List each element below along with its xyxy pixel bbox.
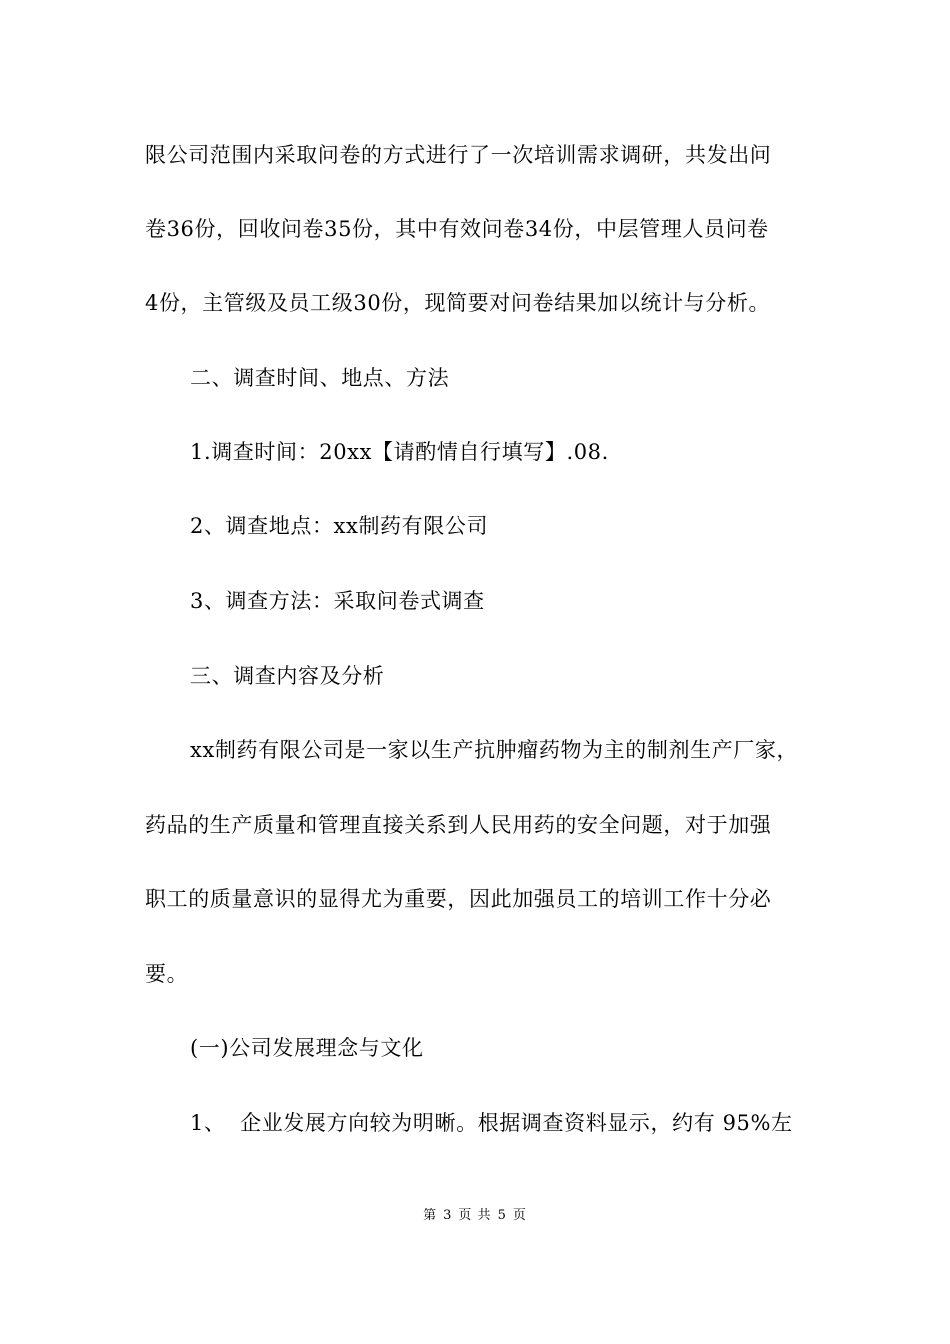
list-item: 1、 企业发展方向较为明晰。根据调查资料显示，约有 95%左	[190, 1111, 793, 1135]
paragraph-line: 4份，主管级及员工级30份，现简要对问卷结果加以统计与分析。	[145, 291, 771, 315]
list-item: 3、调查方法：采取问卷式调查	[190, 589, 485, 613]
section-heading: 二、调查时间、地点、方法	[190, 366, 450, 390]
section-heading: 三、调查内容及分析	[190, 664, 385, 688]
footer-middle: 页 共	[458, 1208, 492, 1223]
list-item: 2、调查地点：xx制药有限公司	[190, 514, 489, 538]
paragraph-line: 职工的质量意识的显得尤为重要，因此加强员工的培训工作十分必	[145, 887, 772, 911]
paragraph-line: 药品的生产质量和管理直接关系到人民用药的安全问题，对于加强	[145, 813, 772, 837]
footer-prefix: 第	[423, 1208, 438, 1223]
paragraph-line: 要。	[145, 962, 189, 986]
footer-current-page: 3	[443, 1208, 453, 1223]
footer-suffix: 页	[512, 1208, 527, 1223]
paragraph-line: 卷36份，回收问卷35份，其中有效问卷34份，中层管理人员问卷	[145, 217, 769, 241]
paragraph-line: 限公司范围内采取问卷的方式进行了一次培训需求调研，共发出问	[145, 143, 772, 167]
footer-total-pages: 5	[497, 1208, 507, 1223]
subsection-heading: (一)公司发展理念与文化	[190, 1036, 424, 1060]
page-footer	[0, 1207, 950, 1225]
list-item: 1.调查时间：20xx【请酌情自行填写】.08.	[190, 440, 609, 464]
paragraph-line: xx制药有限公司是一家以生产抗肿瘤药物为主的制剂生产厂家，	[190, 738, 799, 762]
